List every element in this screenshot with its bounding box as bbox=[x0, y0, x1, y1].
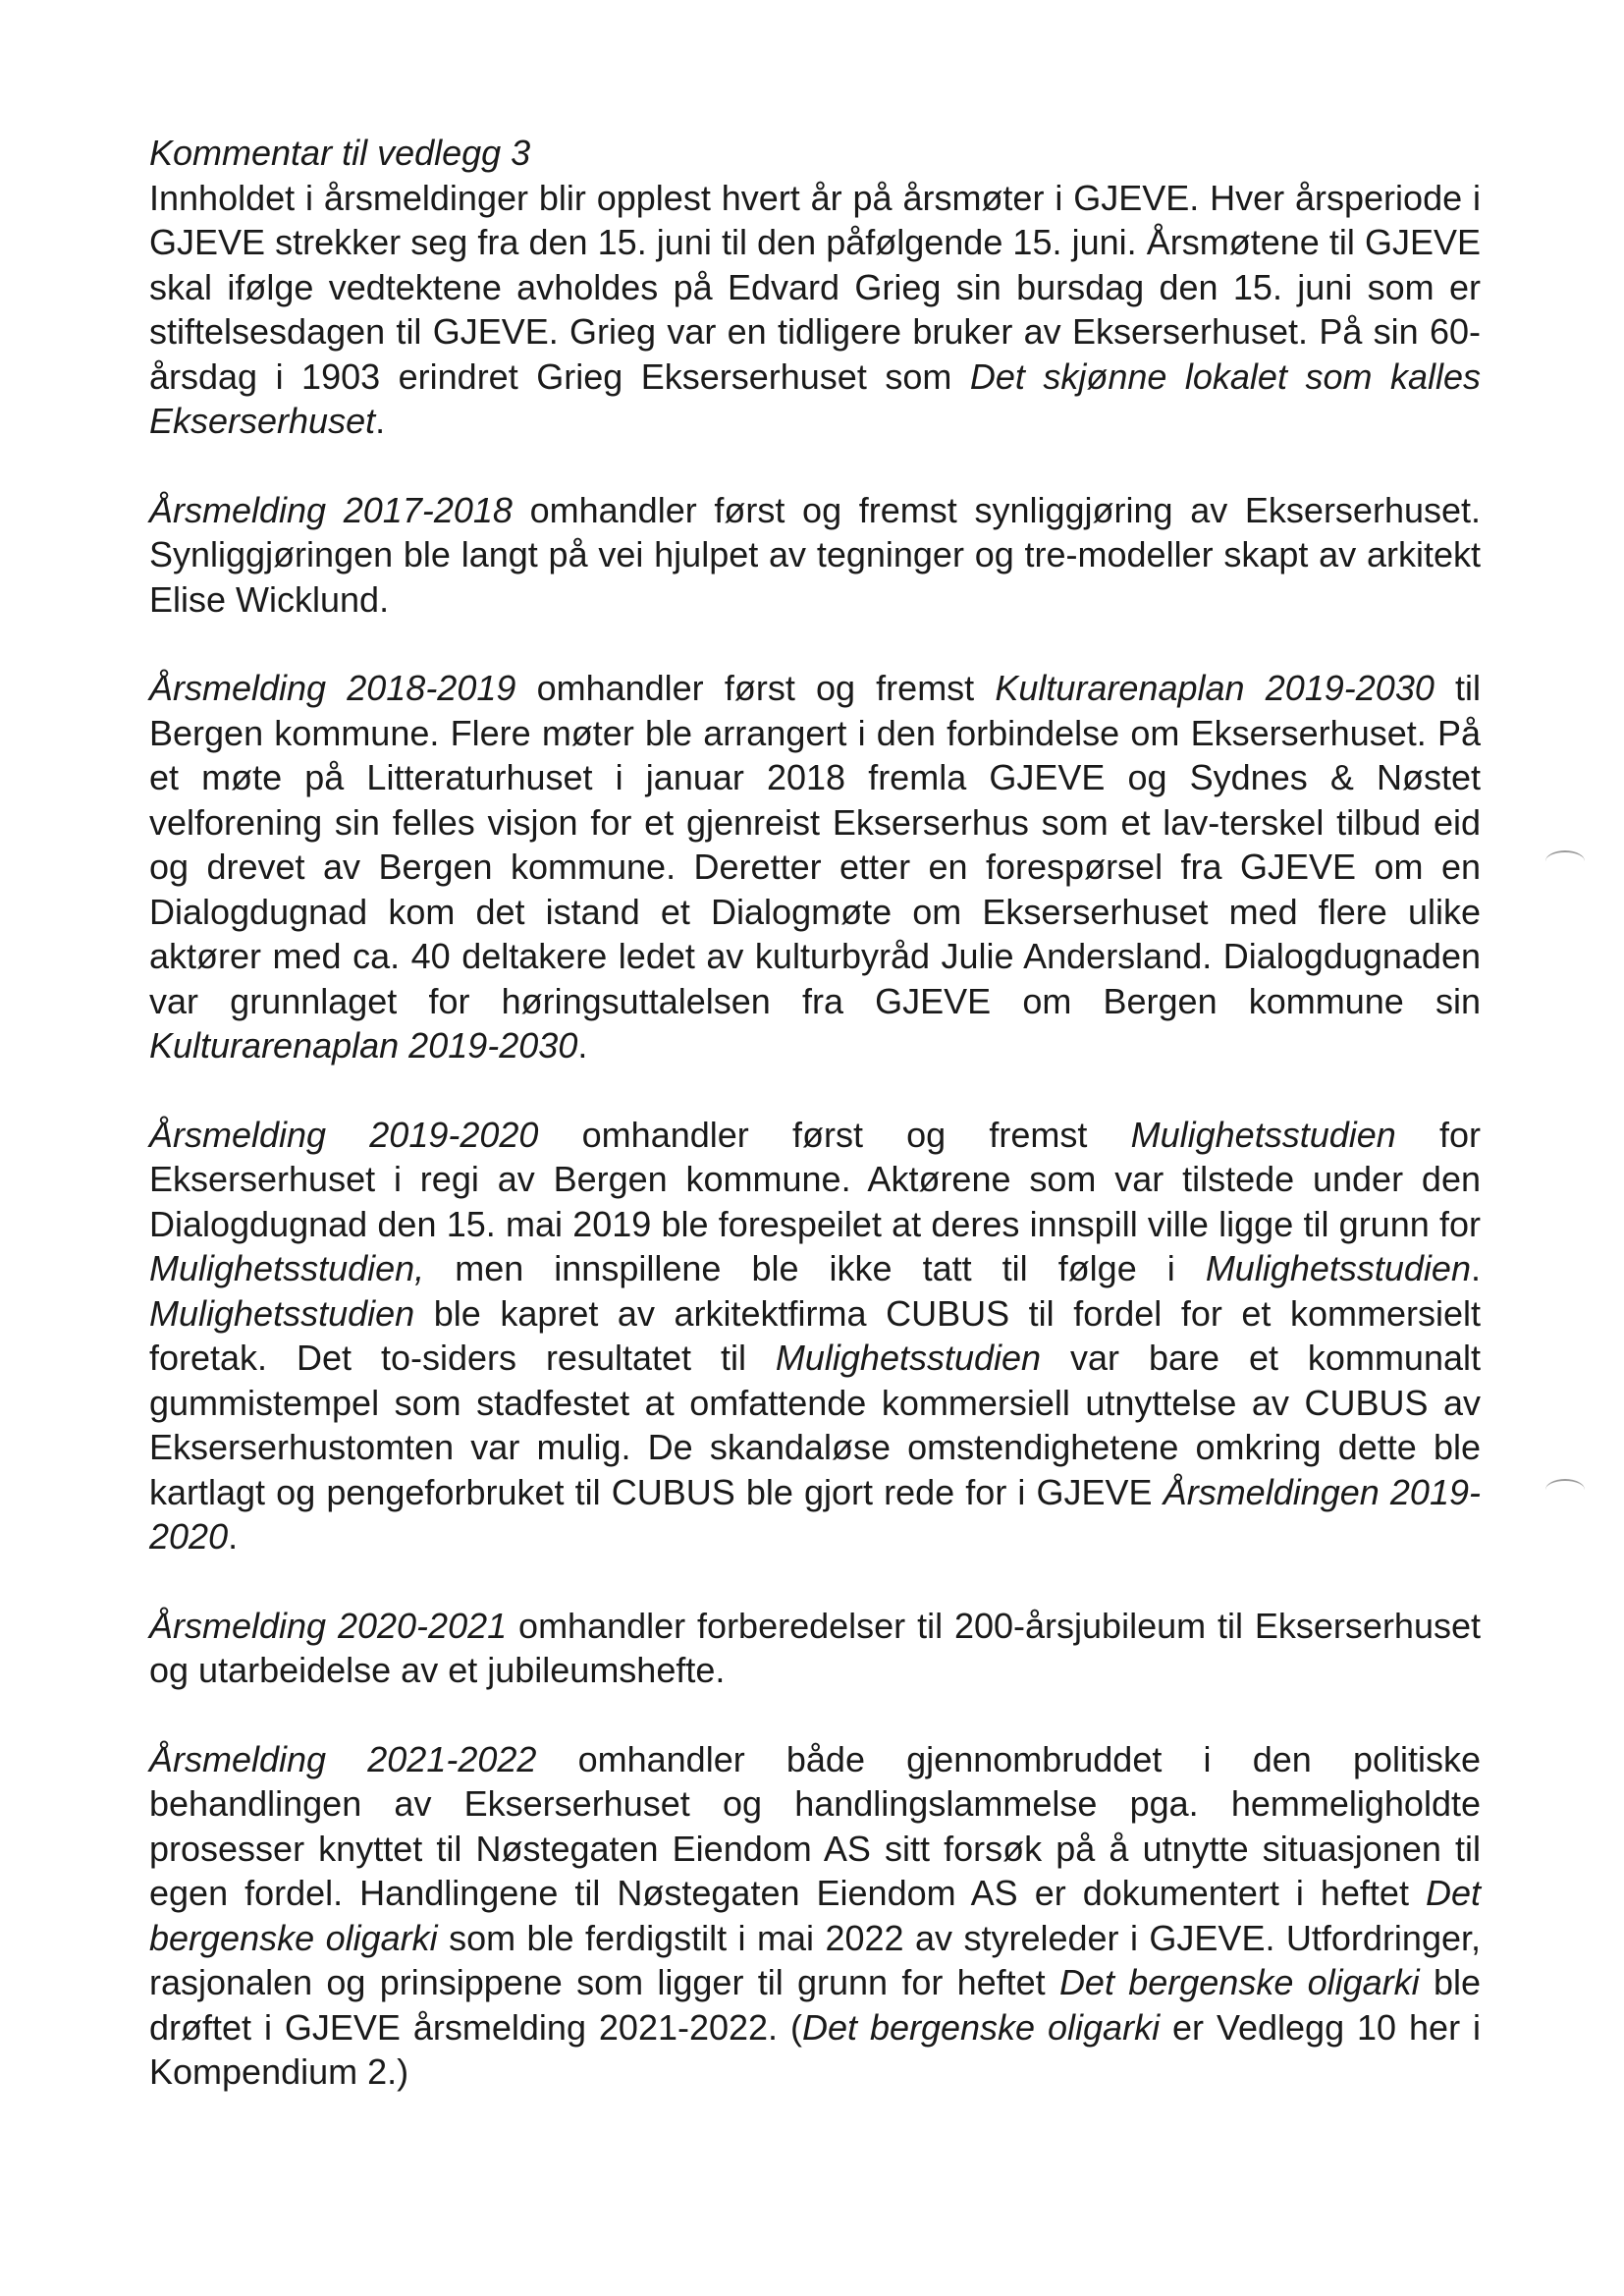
scan-artifact-mark bbox=[1545, 850, 1585, 872]
document-page bbox=[149, 131, 1481, 2139]
italic-segment: Det bergenske oligarki bbox=[149, 1873, 1481, 1958]
text-segment: ble kapret av arkitektfirma CUBUS til fordel for et kommersielt foretak. Det to-siders resultatet til bbox=[149, 1292, 1481, 1378]
italic-segment: Mulighetsstudien bbox=[1130, 1114, 1396, 1155]
report-title: Årsmelding 2021-2022 bbox=[149, 1738, 537, 1779]
report-title: Årsmelding 2019-2020 bbox=[149, 1114, 539, 1155]
text-segment: omhandler først og fremst bbox=[538, 1114, 1131, 1155]
paragraph-2017-2018 bbox=[149, 488, 1481, 623]
italic-segment: Det skjønne lokalet som kalles Ekserserhuset bbox=[149, 355, 1481, 441]
italic-segment: Mulighetsstudien bbox=[1205, 1248, 1471, 1288]
text-segment: . bbox=[228, 1516, 239, 1557]
italic-segment: Mulighetsstudien bbox=[149, 1292, 415, 1334]
text-segment: . bbox=[577, 1025, 588, 1066]
text-segment: omhandler først og fremst bbox=[515, 668, 996, 708]
italic-segment: Kulturarenaplan 2019-2030 bbox=[995, 668, 1435, 708]
report-title: Årsmelding 2017-2018 bbox=[149, 489, 513, 530]
text-segment: ble drøftet i GJEVE årsmelding 2021-2022. ( bbox=[149, 1962, 1481, 2048]
scan-artifact-mark bbox=[1545, 1479, 1585, 1501]
paragraph-2019-2020 bbox=[149, 1113, 1481, 1559]
text-segment: som ble ferdigstilt i mai 2022 av styreleder i GJEVE. Utfordringer, rasjonalen og prinsippene som ligger til grunn for heftet bbox=[149, 1917, 1481, 2002]
paragraph-2021-2022 bbox=[149, 1737, 1481, 2095]
text-segment: Innholdet i årsmeldinger blir opplest hvert år på årsmøter i GJEVE. Hver årsperiode i GJEVE strekker seg fra den 15. juni til den påfølgende 15. juni. Årsmøtene til GJEVE skal ifølge vedtektene avholdes på Edvard Grieg sin bursdag den 15. juni som er stiftelsesdagen til GJEVE. Grieg var en tidligere bruker av Ekserserhuset. På sin 60-årsdag i 1903 erindret Grieg Ekserserhuset som bbox=[149, 177, 1481, 397]
text-segment: til Bergen kommune. Flere møter ble arrangert i den forbindelse om Ekserserhuset. På et møte på Litteraturhuset i januar 2018 fremla GJEVE og Sydnes & Nøstet velforening sin felles visjon for et gjenreist Ekserserhus som et lav-terskel tilbud eid og drevet av Bergen kommune. Deretter etter en forespørsel fra GJEVE om en Dialogdugnad kom det istand et Dialogmøte om Ekserserhuset med flere ulike aktører med ca. 40 deltakere ledet av kulturbyråd Julie Andersland. Dialogdugnaden var grunnlaget for høringsuttalelsen fra GJEVE om Bergen kommune sin bbox=[149, 668, 1482, 1021]
report-title: Årsmelding 2018-2019 bbox=[149, 668, 516, 708]
paragraph-2018-2019 bbox=[149, 666, 1481, 1068]
text-segment: omhandler forberedelser til 200-årsjubileum til Ekserserhuset og utarbeidelse av et jubileumshefte. bbox=[149, 1605, 1481, 1690]
italic-segment: Årsmeldingen 2019-2020 bbox=[149, 1471, 1481, 1557]
text-segment: . bbox=[1470, 1248, 1481, 1288]
text-segment: omhandler både gjennombruddet i den politiske behandlingen av Ekserserhuset og handlingslammelse pga. hemmeligholdte prosesser knyttet til Nøstegaten Eiendom AS sitt forsøk på å utnytte situasjonen til egen fordel. Handlingene til Nøstegaten Eiendom AS er dokumentert i heftet bbox=[149, 1738, 1482, 1913]
italic-segment: Mulighetsstudien bbox=[775, 1338, 1042, 1378]
report-title: Årsmelding 2020-2021 bbox=[149, 1605, 508, 1646]
paragraph-2020-2021 bbox=[149, 1604, 1481, 1693]
text-segment: er Vedlegg 10 her i Kompendium 2.) bbox=[149, 2006, 1481, 2092]
italic-segment: Det bergenske oligarki bbox=[802, 2006, 1161, 2048]
text-segment: for Ekserserhuset i regi av Bergen kommune. Aktørene som var tilstede under den Dialogdugnad den 15. mai 2019 ble forespeilet at deres innspill ville ligge til grunn for bbox=[149, 1114, 1482, 1244]
italic-segment: Det bergenske oligarki bbox=[1058, 1962, 1420, 2002]
text-segment: var bare et kommunalt gummistempel som stadfestet at omfattende kommersiell utnyttelse av CUBUS av Ekserserhustomten var mulig. De skandaløse omstendighetene omkring dette ble kartlagt og pengeforbruket til CUBUS ble gjort rede for i GJEVE bbox=[149, 1338, 1481, 1512]
text-segment: omhandler først og fremst synliggjøring av Ekserserhuset. Synliggjøringen ble langt på vei hjulpet av tegninger og tre-modeller skapt av arkitekt Elise Wicklund. bbox=[149, 489, 1482, 620]
comment-heading: Kommentar til vedlegg 3 bbox=[149, 133, 531, 173]
text-segment: men innspillene ble ikke tatt til følge i bbox=[424, 1248, 1206, 1288]
text-segment: . bbox=[375, 401, 386, 441]
italic-segment: Kulturarenaplan 2019-2030 bbox=[149, 1025, 578, 1066]
italic-segment: Mulighetsstudien, bbox=[149, 1248, 425, 1288]
paragraph-intro bbox=[149, 176, 1481, 444]
